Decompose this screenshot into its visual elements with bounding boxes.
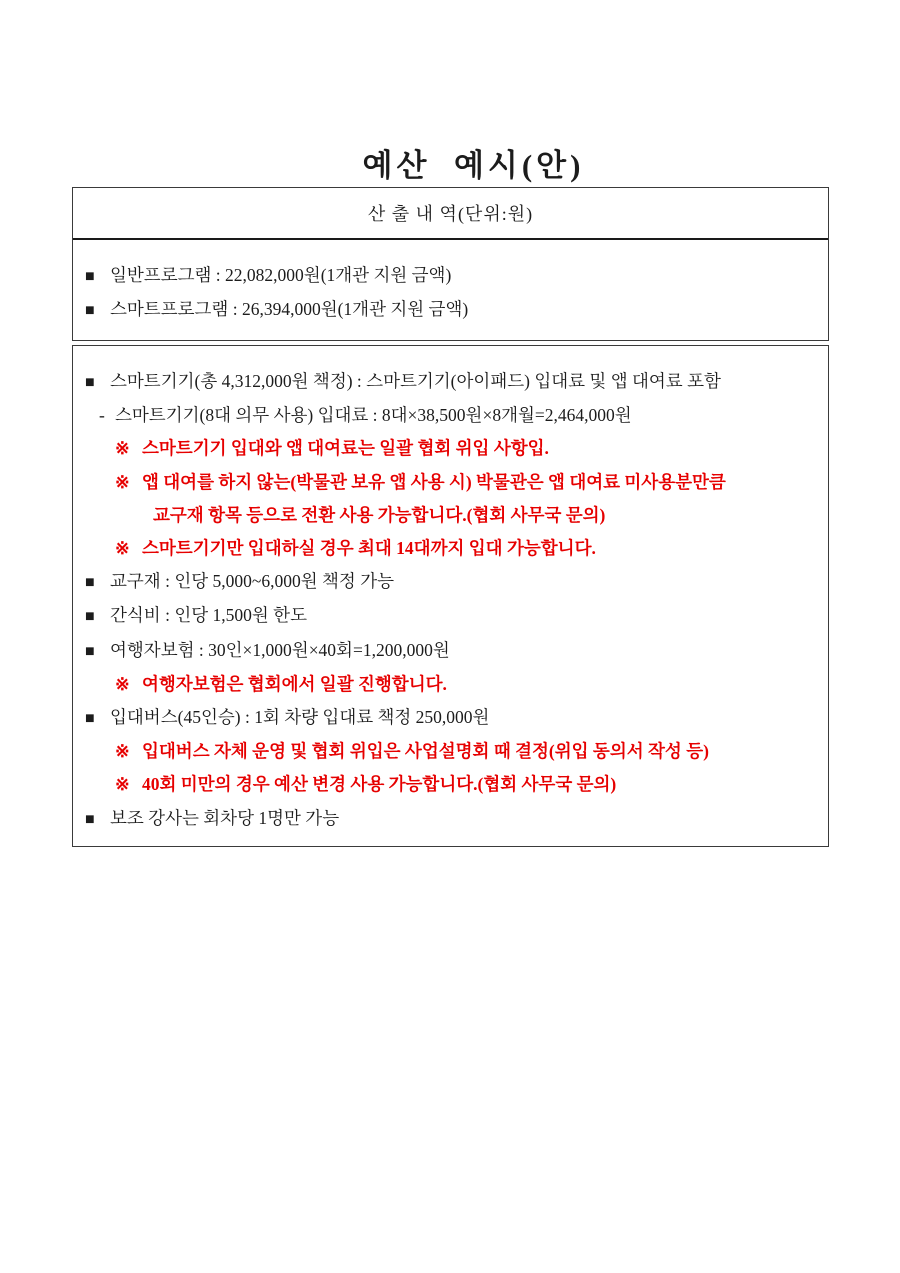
note-row-text: 교구재 항목 등으로 전환 사용 가능합니다.(협회 사무국 문의) bbox=[153, 504, 606, 525]
detail-row bbox=[73, 565, 828, 599]
summary-body bbox=[73, 240, 828, 327]
note-row bbox=[73, 432, 828, 465]
summary-row-text: 일반프로그램 : 22,082,000원(1개관 지원 금액) bbox=[110, 265, 452, 285]
detail-row bbox=[73, 599, 828, 633]
detail-row-text: 입대버스(45인승) : 1회 차량 입대료 책정 250,000원 bbox=[110, 707, 490, 728]
reference-mark-icon: ※ bbox=[115, 471, 130, 492]
summary-row bbox=[73, 259, 828, 293]
square-bullet-icon: ■ bbox=[85, 810, 95, 828]
note-row-text: 앱 대여를 하지 않는(박물관 보유 앱 사용 시) 박물관은 앱 대여료 미사용분만큼 bbox=[142, 471, 726, 492]
page-title-text: 예산 예시(안) bbox=[360, 148, 588, 190]
detail-row bbox=[73, 365, 828, 399]
summary-table bbox=[72, 187, 829, 341]
detail-row bbox=[73, 701, 828, 735]
reference-mark-icon: ※ bbox=[115, 538, 130, 559]
note-row-text: 여행자보험은 협회에서 일괄 진행합니다. bbox=[142, 673, 447, 694]
note-row bbox=[73, 466, 828, 499]
note-row bbox=[73, 532, 828, 565]
square-bullet-icon: ■ bbox=[85, 710, 95, 728]
note-row-text: 40회 미만의 경우 예산 변경 사용 가능합니다.(협회 사무국 문의) bbox=[142, 774, 617, 795]
note-row-text: 입대버스 자체 운영 및 협회 위입은 사업설명회 때 결정(위입 동의서 작성 등) bbox=[142, 741, 709, 762]
detail-row-text: 여행자보험 : 30인×1,000원×40회=1,200,000원 bbox=[110, 639, 450, 660]
reference-mark-icon: ※ bbox=[115, 774, 130, 795]
note-row-text: 스마트기기만 입대하실 경우 최대 14대까지 입대 가능합니다. bbox=[142, 538, 596, 559]
detail-subrow bbox=[73, 399, 828, 432]
note-row bbox=[73, 735, 828, 768]
square-bullet-icon: ■ bbox=[85, 608, 95, 626]
detail-row-text: 간식비 : 인당 1,500원 한도 bbox=[110, 605, 307, 626]
detail-row bbox=[73, 634, 828, 668]
detail-row-text: 스마트기기(8대 의무 사용) 입대료 : 8대×38,500원×8개월=2,464,000원 bbox=[115, 405, 632, 426]
table-header: 산 출 내 역(단위:원) bbox=[73, 188, 828, 240]
square-bullet-icon: ■ bbox=[85, 374, 95, 391]
detail-table bbox=[72, 345, 829, 847]
summary-row bbox=[73, 293, 828, 327]
square-bullet-icon: ■ bbox=[85, 642, 95, 660]
square-bullet-icon: ■ bbox=[85, 302, 95, 320]
note-row-text: 스마트기기 입대와 앱 대여료는 일괄 협회 위입 사항입. bbox=[142, 438, 549, 459]
note-continuation-row bbox=[73, 499, 828, 532]
detail-row bbox=[73, 802, 828, 836]
square-bullet-icon: ■ bbox=[85, 268, 95, 285]
reference-mark-icon: ※ bbox=[115, 438, 130, 459]
dash-bullet-icon: - bbox=[99, 405, 105, 426]
detail-row-text: 스마트기기(총 4,312,000원 책정) : 스마트기기(아이패드) 입대료 및 앱 대여료 포함 bbox=[110, 371, 721, 391]
summary-row-text: 스마트프로그램 : 26,394,000원(1개관 지원 금액) bbox=[110, 299, 469, 320]
detail-row-text: 교구재 : 인당 5,000~6,000원 책정 가능 bbox=[110, 571, 395, 592]
note-row bbox=[73, 768, 828, 801]
reference-mark-icon: ※ bbox=[115, 673, 130, 694]
detail-row-text: 보조 강사는 회차당 1명만 가능 bbox=[110, 807, 340, 828]
note-row bbox=[73, 668, 828, 701]
square-bullet-icon: ■ bbox=[85, 574, 95, 592]
reference-mark-icon: ※ bbox=[115, 741, 130, 762]
